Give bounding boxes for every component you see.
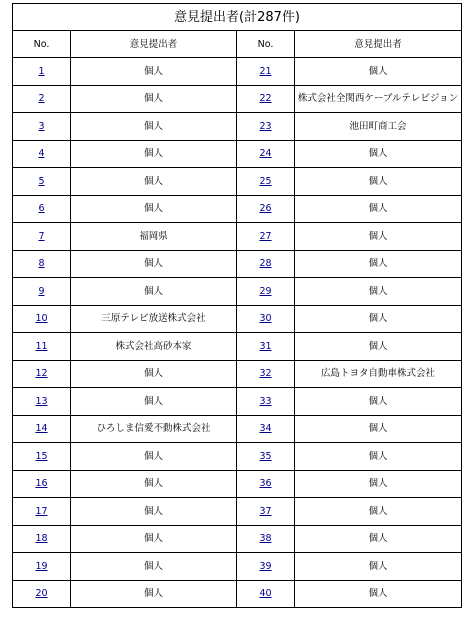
- entry-number-link-right[interactable]: 38: [259, 533, 272, 545]
- number-cell: [237, 85, 295, 113]
- submitter-name-left: 個人: [143, 203, 163, 215]
- submitter-name-right: 個人: [368, 313, 388, 325]
- submitter-cell: [71, 498, 237, 526]
- submitter-cell: [71, 168, 237, 196]
- submitter-name-left: 株式会社高砂本家: [115, 340, 192, 352]
- submitter-cell: [71, 305, 237, 333]
- submitter-cell: [295, 498, 462, 526]
- entry-number-link-left[interactable]: 11: [35, 340, 48, 352]
- number-cell: [237, 195, 295, 223]
- entry-number-link-right[interactable]: 34: [259, 423, 272, 435]
- entry-number-link-right[interactable]: 33: [259, 395, 272, 407]
- table-row: [13, 140, 462, 168]
- number-cell: [13, 580, 71, 608]
- entry-number-link-right[interactable]: 39: [259, 560, 272, 572]
- number-cell: [13, 525, 71, 553]
- number-cell: [237, 278, 295, 306]
- number-cell: [13, 85, 71, 113]
- number-cell: [237, 443, 295, 471]
- submitter-name-right: 個人: [368, 560, 388, 572]
- number-cell: [13, 443, 71, 471]
- entry-number-link-right[interactable]: 35: [259, 450, 272, 462]
- submitter-cell: [71, 525, 237, 553]
- number-cell: [13, 388, 71, 416]
- table-row: [13, 168, 462, 196]
- table-row: [13, 223, 462, 251]
- entry-number-link-right[interactable]: 30: [259, 313, 272, 325]
- number-cell: [237, 58, 295, 86]
- table-row: [13, 278, 462, 306]
- number-cell: [13, 498, 71, 526]
- number-cell: [237, 525, 295, 553]
- submitter-name-left: 福岡県: [139, 230, 168, 242]
- number-cell: [237, 333, 295, 361]
- submitter-name-left: 個人: [143, 560, 163, 572]
- number-cell: [237, 250, 295, 278]
- table-row: [13, 305, 462, 333]
- number-cell: [13, 360, 71, 388]
- entry-number-link-right[interactable]: 37: [259, 505, 272, 517]
- submitter-cell: [295, 580, 462, 608]
- entry-number-link-right[interactable]: 21: [259, 65, 272, 77]
- submitter-cell: [295, 223, 462, 251]
- submitter-table-container: [12, 3, 461, 608]
- submitter-cell: [295, 195, 462, 223]
- submitter-name-left: 個人: [143, 65, 163, 77]
- submitter-cell: [71, 250, 237, 278]
- submitter-name-left: 個人: [143, 450, 163, 462]
- submitter-cell: [71, 553, 237, 581]
- entry-number-link-left[interactable]: 10: [35, 313, 48, 325]
- submitter-cell: [71, 113, 237, 141]
- entry-number-link-right[interactable]: 23: [259, 120, 272, 132]
- submitter-name-right: 個人: [368, 478, 388, 490]
- entry-number-link-right[interactable]: 31: [259, 340, 272, 352]
- submitter-cell: [295, 305, 462, 333]
- submitter-name-right: 個人: [368, 588, 388, 600]
- submitter-cell: [71, 85, 237, 113]
- submitter-cell: [295, 415, 462, 443]
- entry-number-link-left[interactable]: 8: [38, 258, 45, 270]
- entry-number-link-left[interactable]: 4: [38, 148, 45, 160]
- number-cell: [13, 415, 71, 443]
- entry-number-link-left[interactable]: 13: [35, 395, 48, 407]
- entry-number-link-left[interactable]: 14: [35, 423, 48, 435]
- number-cell: [237, 360, 295, 388]
- entry-number-link-left[interactable]: 6: [38, 203, 45, 215]
- entry-number-link-left[interactable]: 16: [35, 478, 48, 490]
- submitter-name-right: 個人: [368, 423, 388, 435]
- table-row: [13, 58, 462, 86]
- submitter-name-right: 個人: [368, 340, 388, 352]
- submitter-cell: [71, 195, 237, 223]
- number-cell: [13, 140, 71, 168]
- submitter-name-left: 個人: [143, 368, 163, 380]
- table-row: [13, 333, 462, 361]
- submitter-name-right: 個人: [368, 258, 388, 270]
- entry-number-link-right[interactable]: 40: [259, 588, 272, 600]
- submitter-cell: [71, 223, 237, 251]
- submitter-name-left: 個人: [143, 533, 163, 545]
- submitter-cell: [295, 525, 462, 553]
- submitter-name-left: 個人: [143, 258, 163, 270]
- number-cell: [237, 140, 295, 168]
- submitter-name-left: 三原テレビ放送株式会社: [101, 313, 206, 325]
- submitter-name-right: 株式会社全関西ケーブルテレビジョン: [297, 93, 459, 105]
- submitter-cell: [295, 58, 462, 86]
- submitter-cell: [71, 388, 237, 416]
- submitter-cell: [71, 140, 237, 168]
- submitter-name-left: 個人: [143, 285, 163, 297]
- submitter-name-right: 広島トヨタ自動車株式会社: [321, 368, 436, 380]
- table-row: [13, 553, 462, 581]
- number-cell: [13, 553, 71, 581]
- number-cell: [13, 223, 71, 251]
- submitter-name-left: 個人: [143, 505, 163, 517]
- submitter-cell: [71, 415, 237, 443]
- submitter-name-right: 個人: [368, 533, 388, 545]
- entry-number-link-left[interactable]: 3: [38, 120, 45, 132]
- submitter-cell: [71, 580, 237, 608]
- number-cell: [13, 195, 71, 223]
- submitter-name-right: 池田町商工会: [349, 120, 407, 132]
- submitter-cell: [295, 333, 462, 361]
- number-cell: [237, 498, 295, 526]
- submitter-name-left: 個人: [143, 588, 163, 600]
- number-cell: [13, 278, 71, 306]
- submitter-name-right: 個人: [368, 65, 388, 77]
- table-row: [13, 388, 462, 416]
- submitter-cell: [295, 470, 462, 498]
- submitter-cell: [71, 333, 237, 361]
- entry-number-link-left[interactable]: 9: [38, 285, 45, 297]
- table-row: [13, 113, 462, 141]
- submitter-cell: [295, 113, 462, 141]
- entry-number-link-right[interactable]: 32: [259, 368, 272, 380]
- submitter-cell: [295, 278, 462, 306]
- table-row: [13, 195, 462, 223]
- submitter-cell: [71, 470, 237, 498]
- entry-number-link-right[interactable]: 26: [259, 203, 272, 215]
- table-header-row: [13, 31, 462, 58]
- entry-number-link-left[interactable]: 2: [38, 93, 45, 105]
- table-row: [13, 360, 462, 388]
- submitter-name-right: 個人: [368, 230, 388, 242]
- submitter-name-right: 個人: [368, 203, 388, 215]
- number-cell: [237, 470, 295, 498]
- entry-number-link-left[interactable]: 18: [35, 533, 48, 545]
- table-row: [13, 85, 462, 113]
- table-row: [13, 443, 462, 471]
- table-row: [13, 415, 462, 443]
- entry-number-link-left[interactable]: 20: [35, 588, 48, 600]
- table-row: [13, 580, 462, 608]
- submitter-cell: [71, 360, 237, 388]
- entry-number-link-right[interactable]: 25: [259, 175, 272, 187]
- entry-number-link-left[interactable]: 1: [38, 65, 45, 77]
- entry-number-link-right[interactable]: 24: [259, 148, 272, 160]
- number-cell: [237, 553, 295, 581]
- table-row: [13, 250, 462, 278]
- submitter-name-right: 個人: [368, 505, 388, 517]
- number-cell: [237, 415, 295, 443]
- number-cell: [237, 113, 295, 141]
- submitter-name-right: 個人: [368, 148, 388, 160]
- table-body: [13, 58, 462, 608]
- submitter-cell: [295, 388, 462, 416]
- submitter-name-right: 個人: [368, 175, 388, 187]
- submitter-cell: [295, 360, 462, 388]
- header-no-left: No.: [13, 31, 71, 58]
- entry-number-link-right[interactable]: 29: [259, 285, 272, 297]
- submitter-cell: [295, 443, 462, 471]
- table-row: [13, 470, 462, 498]
- submitter-name-right: 個人: [368, 285, 388, 297]
- number-cell: [237, 223, 295, 251]
- number-cell: [237, 580, 295, 608]
- number-cell: [13, 333, 71, 361]
- submitter-name-left: ひろしま信愛不動株式会社: [96, 423, 211, 435]
- entry-number-link-right[interactable]: 36: [259, 478, 272, 490]
- number-cell: [13, 113, 71, 141]
- submitter-cell: [295, 140, 462, 168]
- entry-number-link-left[interactable]: 5: [38, 175, 45, 187]
- number-cell: [237, 168, 295, 196]
- submitter-cell: [71, 278, 237, 306]
- entry-number-link-left[interactable]: 19: [35, 560, 48, 572]
- header-no-right: No.: [237, 31, 295, 58]
- submitter-name-right: 個人: [368, 395, 388, 407]
- submitter-cell: [295, 168, 462, 196]
- entry-number-link-left[interactable]: 15: [35, 450, 48, 462]
- submitter-name-left: 個人: [143, 120, 163, 132]
- entry-number-link-right[interactable]: 28: [259, 258, 272, 270]
- submitter-name-left: 個人: [143, 148, 163, 160]
- submitter-name-left: 個人: [143, 93, 163, 105]
- submitter-cell: [295, 85, 462, 113]
- entry-number-link-left[interactable]: 7: [38, 230, 45, 242]
- number-cell: [237, 305, 295, 333]
- entry-number-link-left[interactable]: 12: [35, 368, 48, 380]
- header-submitter-left: 意見提出者: [71, 31, 237, 58]
- number-cell: [13, 470, 71, 498]
- number-cell: [13, 168, 71, 196]
- submitter-cell: [295, 250, 462, 278]
- submitter-cell: [71, 443, 237, 471]
- submitter-name-left: 個人: [143, 175, 163, 187]
- entry-number-link-left[interactable]: 17: [35, 505, 48, 517]
- header-submitter-right: 意見提出者: [295, 31, 462, 58]
- submitter-name-left: 個人: [143, 478, 163, 490]
- table-title: 意見提出者(計287件): [13, 4, 462, 31]
- table-row: [13, 525, 462, 553]
- number-cell: [13, 305, 71, 333]
- table-row: [13, 498, 462, 526]
- number-cell: [13, 250, 71, 278]
- submitter-table: [12, 3, 462, 608]
- submitter-cell: [295, 553, 462, 581]
- number-cell: [13, 58, 71, 86]
- entry-number-link-right[interactable]: 27: [259, 230, 272, 242]
- submitter-cell: [71, 58, 237, 86]
- submitter-name-right: 個人: [368, 450, 388, 462]
- number-cell: [237, 388, 295, 416]
- submitter-name-left: 個人: [143, 395, 163, 407]
- entry-number-link-right[interactable]: 22: [259, 93, 272, 105]
- table-title-row: [13, 4, 462, 31]
